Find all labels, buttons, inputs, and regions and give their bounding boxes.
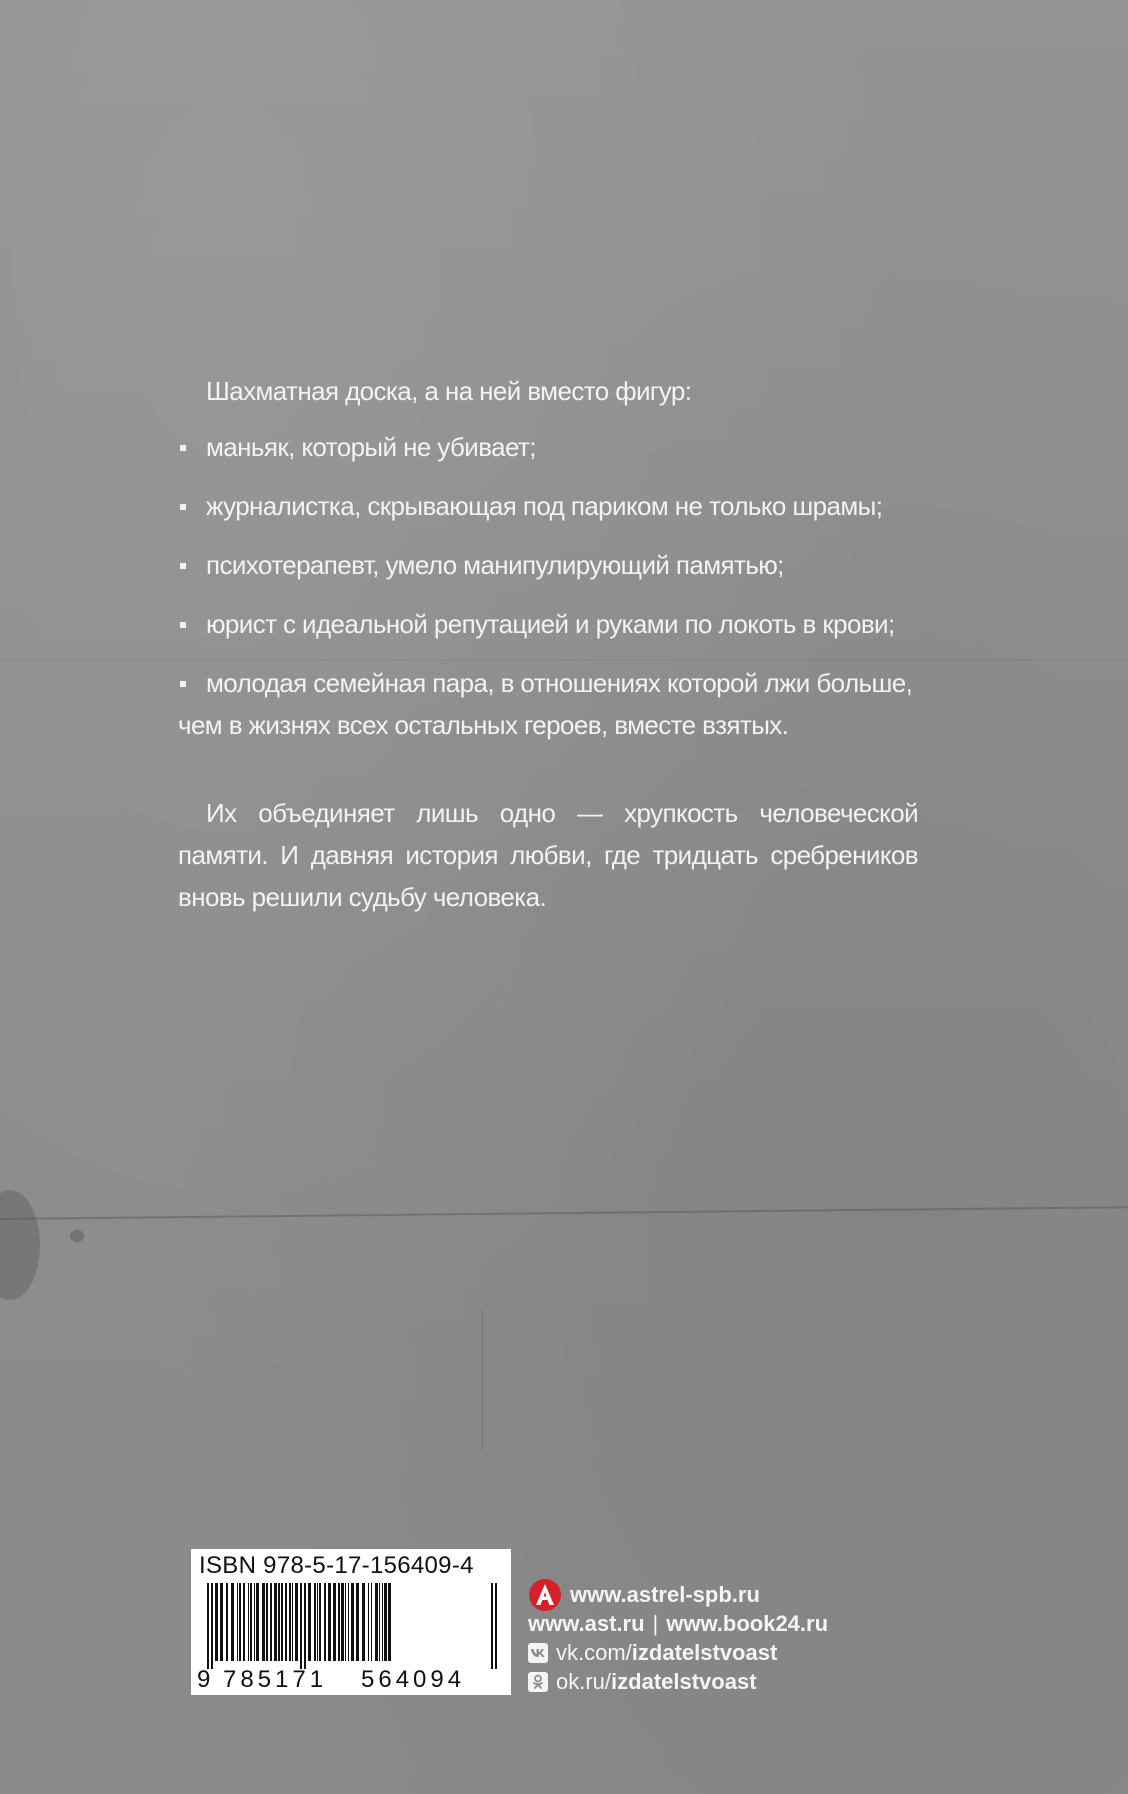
barcode-bar — [382, 1583, 383, 1661]
barcode-bar — [256, 1583, 259, 1661]
barcode-bar — [491, 1583, 493, 1669]
barcode-bar — [262, 1583, 265, 1661]
vk-handle: izdatelstvoast — [631, 1640, 778, 1665]
vk-icon — [528, 1643, 548, 1663]
barcode-digit-group: 564094 — [361, 1666, 466, 1693]
blurb — [178, 370, 918, 918]
barcode-bar — [285, 1583, 287, 1661]
barcode-bar — [250, 1583, 252, 1661]
barcode-bar — [384, 1583, 387, 1661]
blurb-list — [178, 426, 918, 746]
blurb-intro: Шахматная доска, а на ней вместо фигур: — [206, 376, 692, 406]
bullet-icon — [180, 563, 186, 569]
list-item-text: юрист с идеальной репутацией и руками по локоть в крови; — [206, 609, 895, 639]
list-item — [178, 662, 918, 746]
barcode-bar — [226, 1583, 228, 1661]
bullet-icon — [180, 681, 186, 687]
publisher-row-astrel — [528, 1580, 828, 1609]
barcode-bar — [300, 1583, 302, 1669]
bullet-icon — [180, 504, 186, 510]
list-item — [178, 485, 918, 527]
barcode-bar — [281, 1583, 283, 1661]
barcode-bar — [345, 1583, 346, 1661]
barcode-bar — [324, 1583, 326, 1661]
barcode-bar — [379, 1583, 380, 1661]
book24-site-link[interactable]: www.book24.ru — [666, 1611, 829, 1636]
barcode-bar — [237, 1583, 238, 1661]
barcode-bar — [333, 1583, 336, 1661]
odnoklassniki-icon — [528, 1672, 548, 1692]
list-item-text: журналистка, скрывающая под париком не только шрамы; — [206, 491, 883, 521]
barcode-bar — [371, 1583, 372, 1661]
barcode-bar — [388, 1583, 391, 1661]
barcode-bar — [220, 1583, 223, 1661]
separator: | — [652, 1611, 659, 1636]
barcode-bar — [231, 1583, 234, 1661]
publisher-info — [528, 1580, 828, 1696]
barcode-bar — [317, 1583, 318, 1661]
ok-prefix: ok.ru/ — [556, 1669, 612, 1694]
barcode-bar — [292, 1583, 293, 1661]
barcode-bar — [248, 1583, 249, 1661]
list-item — [178, 426, 918, 468]
barcode-bar — [304, 1583, 306, 1669]
barcode-bar — [348, 1583, 349, 1661]
paper-stain — [70, 1230, 84, 1242]
ok-handle: izdatelstvoast — [611, 1669, 757, 1694]
barcode-digits — [197, 1666, 499, 1694]
barcode-bar — [328, 1583, 331, 1661]
list-item — [178, 544, 918, 586]
paper-crease — [0, 1206, 1128, 1220]
barcode-bar — [319, 1583, 321, 1661]
barcode-bar — [274, 1583, 277, 1661]
publisher-row-sites — [528, 1609, 828, 1638]
astrel-site-link[interactable]: www.astrel-spb.ru — [570, 1582, 760, 1607]
barcode-digit-first: 9 — [197, 1666, 211, 1693]
vk-prefix: vk.com/ — [556, 1640, 632, 1665]
barcode-bar — [207, 1583, 209, 1669]
publisher-row-ok[interactable] — [528, 1667, 828, 1696]
barcode-bar — [211, 1583, 213, 1669]
bullet-icon — [180, 622, 186, 628]
barcode-bar — [338, 1583, 340, 1661]
barcode-bar — [362, 1583, 365, 1661]
barcode-bar — [278, 1583, 280, 1661]
publisher-row-vk[interactable] — [528, 1638, 828, 1667]
barcode — [199, 1583, 503, 1669]
barcode-bar — [215, 1583, 218, 1661]
barcode-digit-group: 785171 — [223, 1666, 328, 1693]
barcode-bar — [368, 1583, 369, 1661]
barcode-bar — [270, 1583, 272, 1661]
list-item-text: психотерапевт, умело манипулирующий памятью; — [206, 550, 784, 580]
barcode-bar — [243, 1583, 245, 1661]
paper-crease-vertical — [482, 1310, 483, 1450]
barcode-bar — [375, 1583, 378, 1661]
barcode-bar — [295, 1583, 298, 1661]
isbn-label: ISBN 978-5-17-156409-4 — [199, 1552, 474, 1579]
list-item-text: маньяк, который не убивает; — [206, 432, 536, 462]
ast-site-link[interactable]: www.ast.ru — [528, 1611, 645, 1636]
barcode-bar — [266, 1583, 268, 1661]
bullet-icon — [180, 445, 186, 451]
list-item-text: молодая семейная пара, в отношениях которой лжи больше, чем в жизнях всех остальных героев, вместе взятых. — [178, 668, 913, 740]
barcode-bar — [356, 1583, 359, 1661]
list-item — [178, 603, 918, 645]
barcode-bar — [289, 1583, 291, 1661]
barcode-bar — [239, 1583, 241, 1661]
ast-logo-icon — [528, 1578, 562, 1612]
isbn-barcode-block — [191, 1549, 511, 1695]
barcode-bar — [495, 1583, 497, 1669]
blurb-summary: Их объединяет лишь одно — хрупкость человеческой памяти. И давняя история любви, где тридцать сребреников вновь решили судьбу человека. — [178, 798, 918, 912]
barcode-bar — [351, 1583, 354, 1661]
barcode-bar — [314, 1583, 316, 1661]
paper-stain — [0, 1190, 40, 1300]
barcode-bar — [341, 1583, 344, 1661]
barcode-bar — [254, 1583, 255, 1661]
barcode-bar — [308, 1583, 311, 1661]
